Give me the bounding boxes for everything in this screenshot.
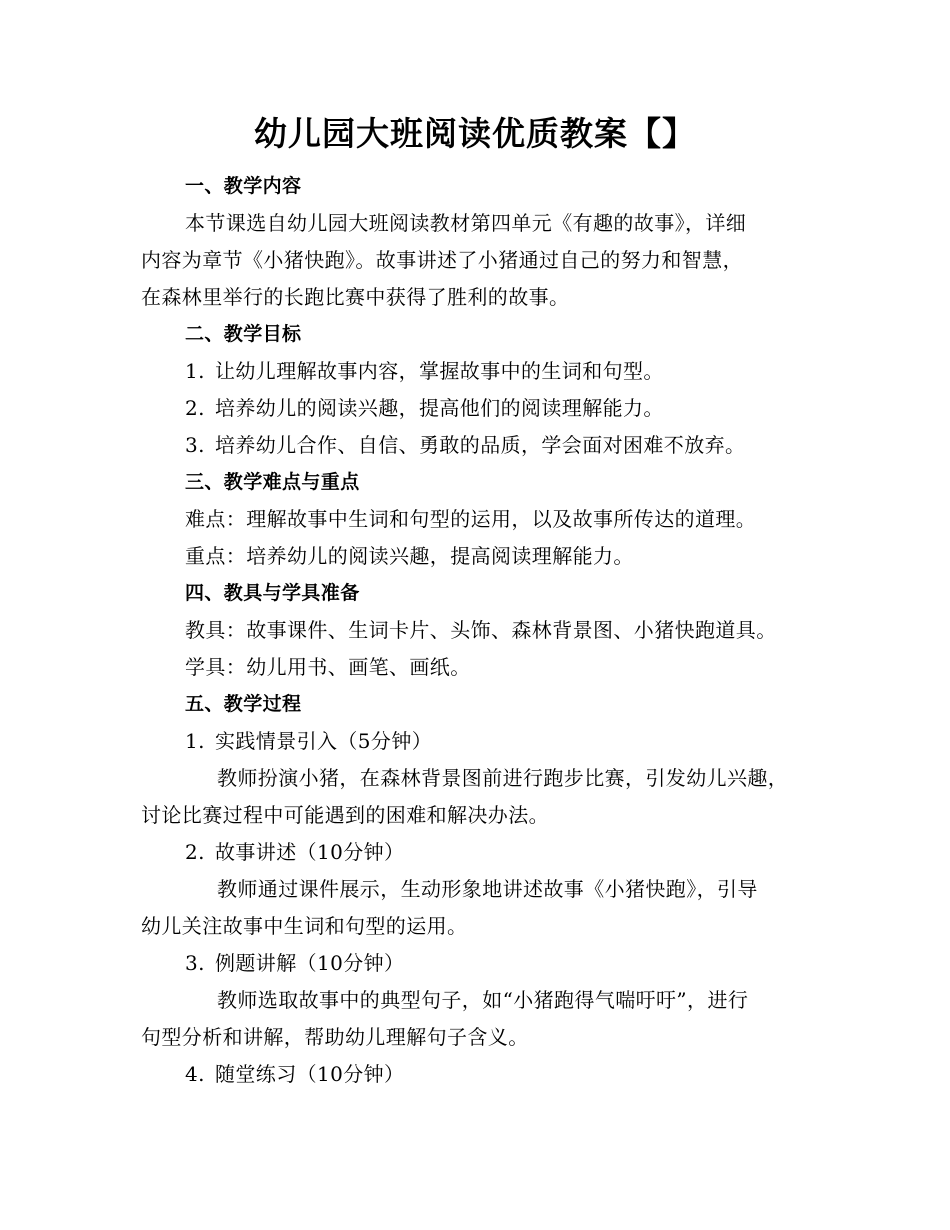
section-heading-materials: 四、教具与学具准备	[185, 582, 360, 604]
step-title-text: 例题讲解（10分钟）	[215, 951, 405, 975]
step-number: 4.	[185, 1062, 205, 1086]
step-number: 3.	[185, 951, 205, 975]
paragraph-line: 教师通过课件展示，生动形象地讲述故事《小猪快跑》，引导	[217, 877, 758, 901]
section-heading-objectives: 二、教学目标	[185, 323, 302, 345]
step-title-text: 实践情景引入（5分钟）	[215, 729, 433, 753]
difficulty-text: 难点：理解故事中生词和句型的运用，以及故事所传达的道理。	[185, 507, 757, 531]
section-heading-key-points: 三、教学难点与重点	[185, 471, 360, 493]
paragraph-line: 在森林里举行的长跑比赛中获得了胜利的故事。	[141, 285, 570, 309]
learning-aids-text: 学具：幼儿用书、画笔、画纸。	[185, 655, 471, 679]
focus-text: 重点：培养幼儿的阅读兴趣，提高阅读理解能力。	[185, 544, 634, 568]
process-step-title	[185, 838, 404, 866]
step-title-text: 故事讲述（10分钟）	[215, 840, 405, 864]
list-item-number: 3.	[185, 433, 205, 457]
document-title: 幼儿园大班阅读优质教案【】	[254, 114, 696, 153]
list-item-text: 培养幼儿的阅读兴趣，提高他们的阅读理解能力。	[215, 396, 664, 420]
step-title-text: 随堂练习（10分钟）	[215, 1062, 405, 1086]
teaching-aids-text: 教具：故事课件、生词卡片、头饰、森林背景图、小猪快跑道具。	[185, 618, 777, 642]
section-heading-process: 五、教学过程	[185, 693, 302, 715]
paragraph-line: 讨论比赛过程中可能遇到的困难和解决办法。	[141, 803, 549, 827]
paragraph-line: 句型分析和讲解，帮助幼儿理解句子含义。	[141, 1025, 529, 1049]
process-step-title	[185, 1060, 404, 1088]
list-item	[185, 431, 745, 459]
paragraph-line: 内容为章节《小猪快跑》。故事讲述了小猪通过自己的努力和智慧，	[141, 248, 743, 272]
paragraph-line: 本节课选自幼儿园大班阅读教材第四单元《有趣的故事》，详细	[185, 211, 747, 235]
paragraph-line: 幼儿关注故事中生词和句型的运用。	[141, 914, 468, 938]
paragraph-line: 教师扮演小猪，在森林背景图前进行跑步比赛，引发幼儿兴趣，	[217, 766, 789, 790]
step-number: 1.	[185, 729, 205, 753]
section-heading-content: 一、教学内容	[185, 175, 302, 197]
list-item-number: 1.	[185, 359, 205, 383]
list-item	[185, 394, 664, 422]
paragraph-line: 教师选取故事中的典型句子，如“小猪跑得气喘吁吁”，进行	[217, 988, 749, 1012]
list-item-text: 培养幼儿合作、自信、勇敢的品质，学会面对困难不放弃。	[215, 433, 746, 457]
list-item-text: 让幼儿理解故事内容，掌握故事中的生词和句型。	[215, 359, 664, 383]
list-item-number: 2.	[185, 396, 205, 420]
list-item	[185, 357, 664, 385]
process-step-title	[185, 949, 404, 977]
step-number: 2.	[185, 840, 205, 864]
process-step-title	[185, 727, 432, 755]
